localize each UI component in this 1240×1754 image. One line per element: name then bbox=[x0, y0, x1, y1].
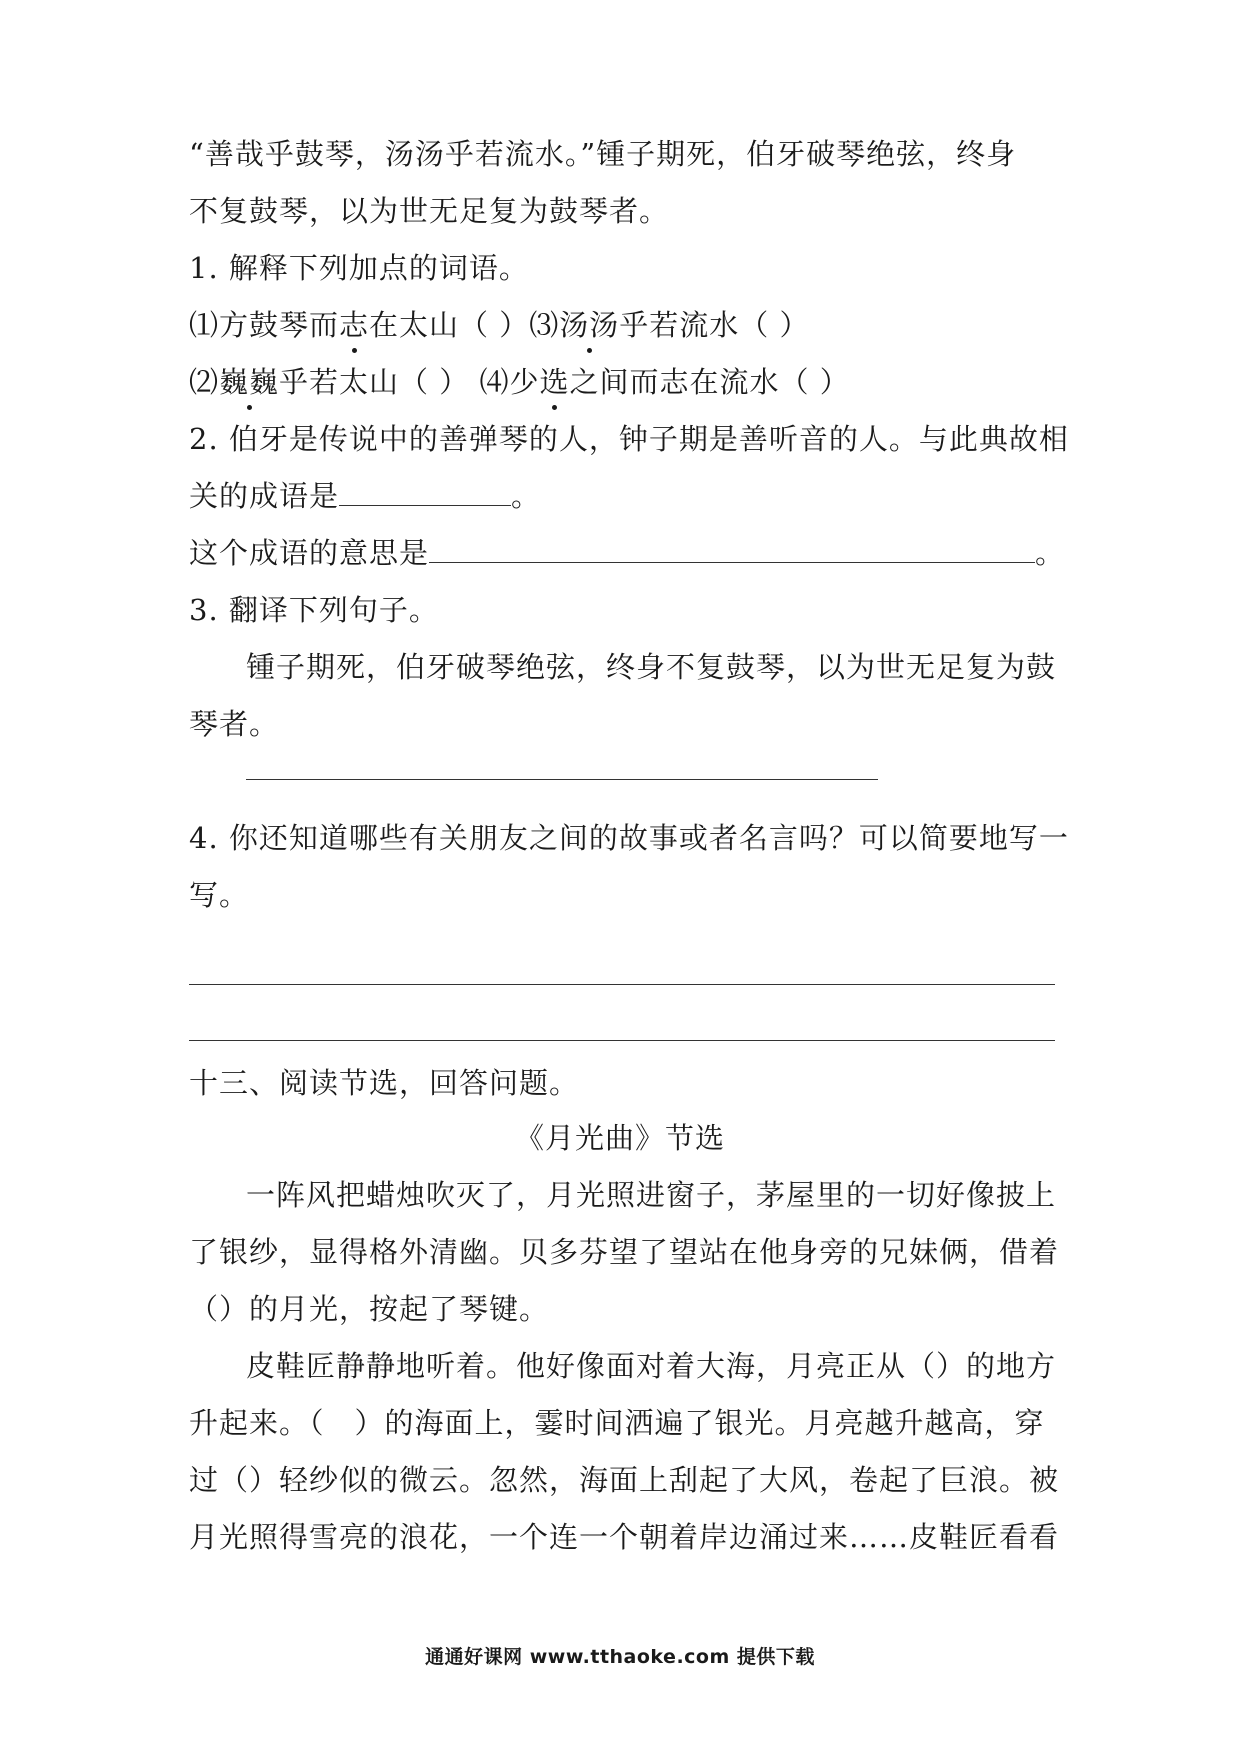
passage-paragraph-1-line-1: 一阵风把蜡烛吹灭了，月光照进窗子，茅屋里的一切好像披上 bbox=[246, 1178, 1057, 1212]
item-text: ⑵ bbox=[189, 365, 220, 399]
passage-line-2: 不复鼓琴，以为世无足复为鼓琴者。 bbox=[189, 194, 670, 228]
answer-blank-idiom[interactable] bbox=[339, 479, 511, 506]
dotted-word: 巍巍 bbox=[219, 362, 279, 402]
passage-line-1: “善哉乎鼓琴，汤汤乎若流水。”锺子期死，伯牙破琴绝弦，终身 bbox=[189, 137, 1017, 171]
dotted-word: 汤汤 bbox=[559, 305, 619, 345]
item-text: 在太山（ ）⑶ bbox=[369, 308, 560, 342]
footer-watermark: 通通好课网 www.tthaoke.com 提供下载 bbox=[425, 1646, 815, 1668]
question-3-sentence-1: 锺子期死，伯牙破琴绝弦，终身不复鼓琴，以为世无足复为鼓 bbox=[246, 650, 1057, 684]
question-1-title: 1. 解释下列加点的词语。 bbox=[189, 251, 529, 285]
answer-blank-meaning[interactable] bbox=[429, 536, 1035, 563]
dotted-word: 选 bbox=[539, 362, 569, 402]
passage-paragraph-1-line-3: （）的月光，按起了琴键。 bbox=[189, 1292, 550, 1326]
dotted-word: 志 bbox=[339, 305, 369, 345]
question-2-line-1: 2. 伯牙是传说中的善弹琴的人，钟子期是善听音的人。与此典故相 bbox=[189, 422, 1069, 456]
prompt-end: 。 bbox=[1035, 536, 1066, 570]
question-4-line-1: 4. 你还知道哪些有关朋友之间的故事或者名言吗？可以简要地写一 bbox=[189, 821, 1069, 855]
passage-paragraph-2-line-3: 过（）轻纱似的微云。忽然，海面上刮起了大风，卷起了巨浪。被 bbox=[189, 1463, 1060, 1497]
answer-line-story-1[interactable] bbox=[189, 984, 1055, 985]
item-text: 乎若太山（ ） ⑷少 bbox=[279, 365, 540, 399]
item-text: 之间而志在流水（ ） bbox=[569, 365, 850, 399]
passage-paragraph-2-line-1: 皮鞋匠静静地听着。他好像面对着大海，月亮正从（）的地方 bbox=[246, 1349, 1057, 1383]
passage-paragraph-2-line-4: 月光照得雪亮的浪花，一个连一个朝着岸边涌过来……皮鞋匠看看 bbox=[189, 1520, 1060, 1554]
question-2-line-3 bbox=[189, 533, 1065, 573]
passage-paragraph-1-line-2: 了银纱，显得格外清幽。贝多芬望了望站在他身旁的兄妹俩，借着 bbox=[189, 1235, 1060, 1269]
question-4-line-2: 写。 bbox=[189, 878, 250, 912]
item-text: ⑴方鼓琴而 bbox=[189, 308, 340, 342]
prompt-text: 这个成语的意思是 bbox=[189, 536, 430, 570]
question-1-item-1 bbox=[189, 305, 809, 345]
section-13-heading: 十三、阅读节选，回答问题。 bbox=[189, 1066, 580, 1100]
question-2-line-2 bbox=[189, 476, 541, 516]
answer-line-translation[interactable] bbox=[246, 779, 878, 780]
passage-title: 《月光曲》节选 bbox=[514, 1121, 725, 1155]
prompt-end: 。 bbox=[511, 479, 542, 513]
question-1-item-2 bbox=[189, 362, 850, 402]
question-3-title: 3. 翻译下列句子。 bbox=[189, 593, 439, 627]
question-3-sentence-2: 琴者。 bbox=[189, 707, 280, 741]
item-text: 乎若流水（ ） bbox=[619, 308, 810, 342]
answer-line-story-2[interactable] bbox=[189, 1040, 1055, 1041]
prompt-text: 关的成语是 bbox=[189, 479, 340, 513]
passage-paragraph-2-line-2: 升起来。（ ）的海面上，霎时间洒遍了银光。月亮越升越高，穿 bbox=[189, 1406, 1045, 1440]
